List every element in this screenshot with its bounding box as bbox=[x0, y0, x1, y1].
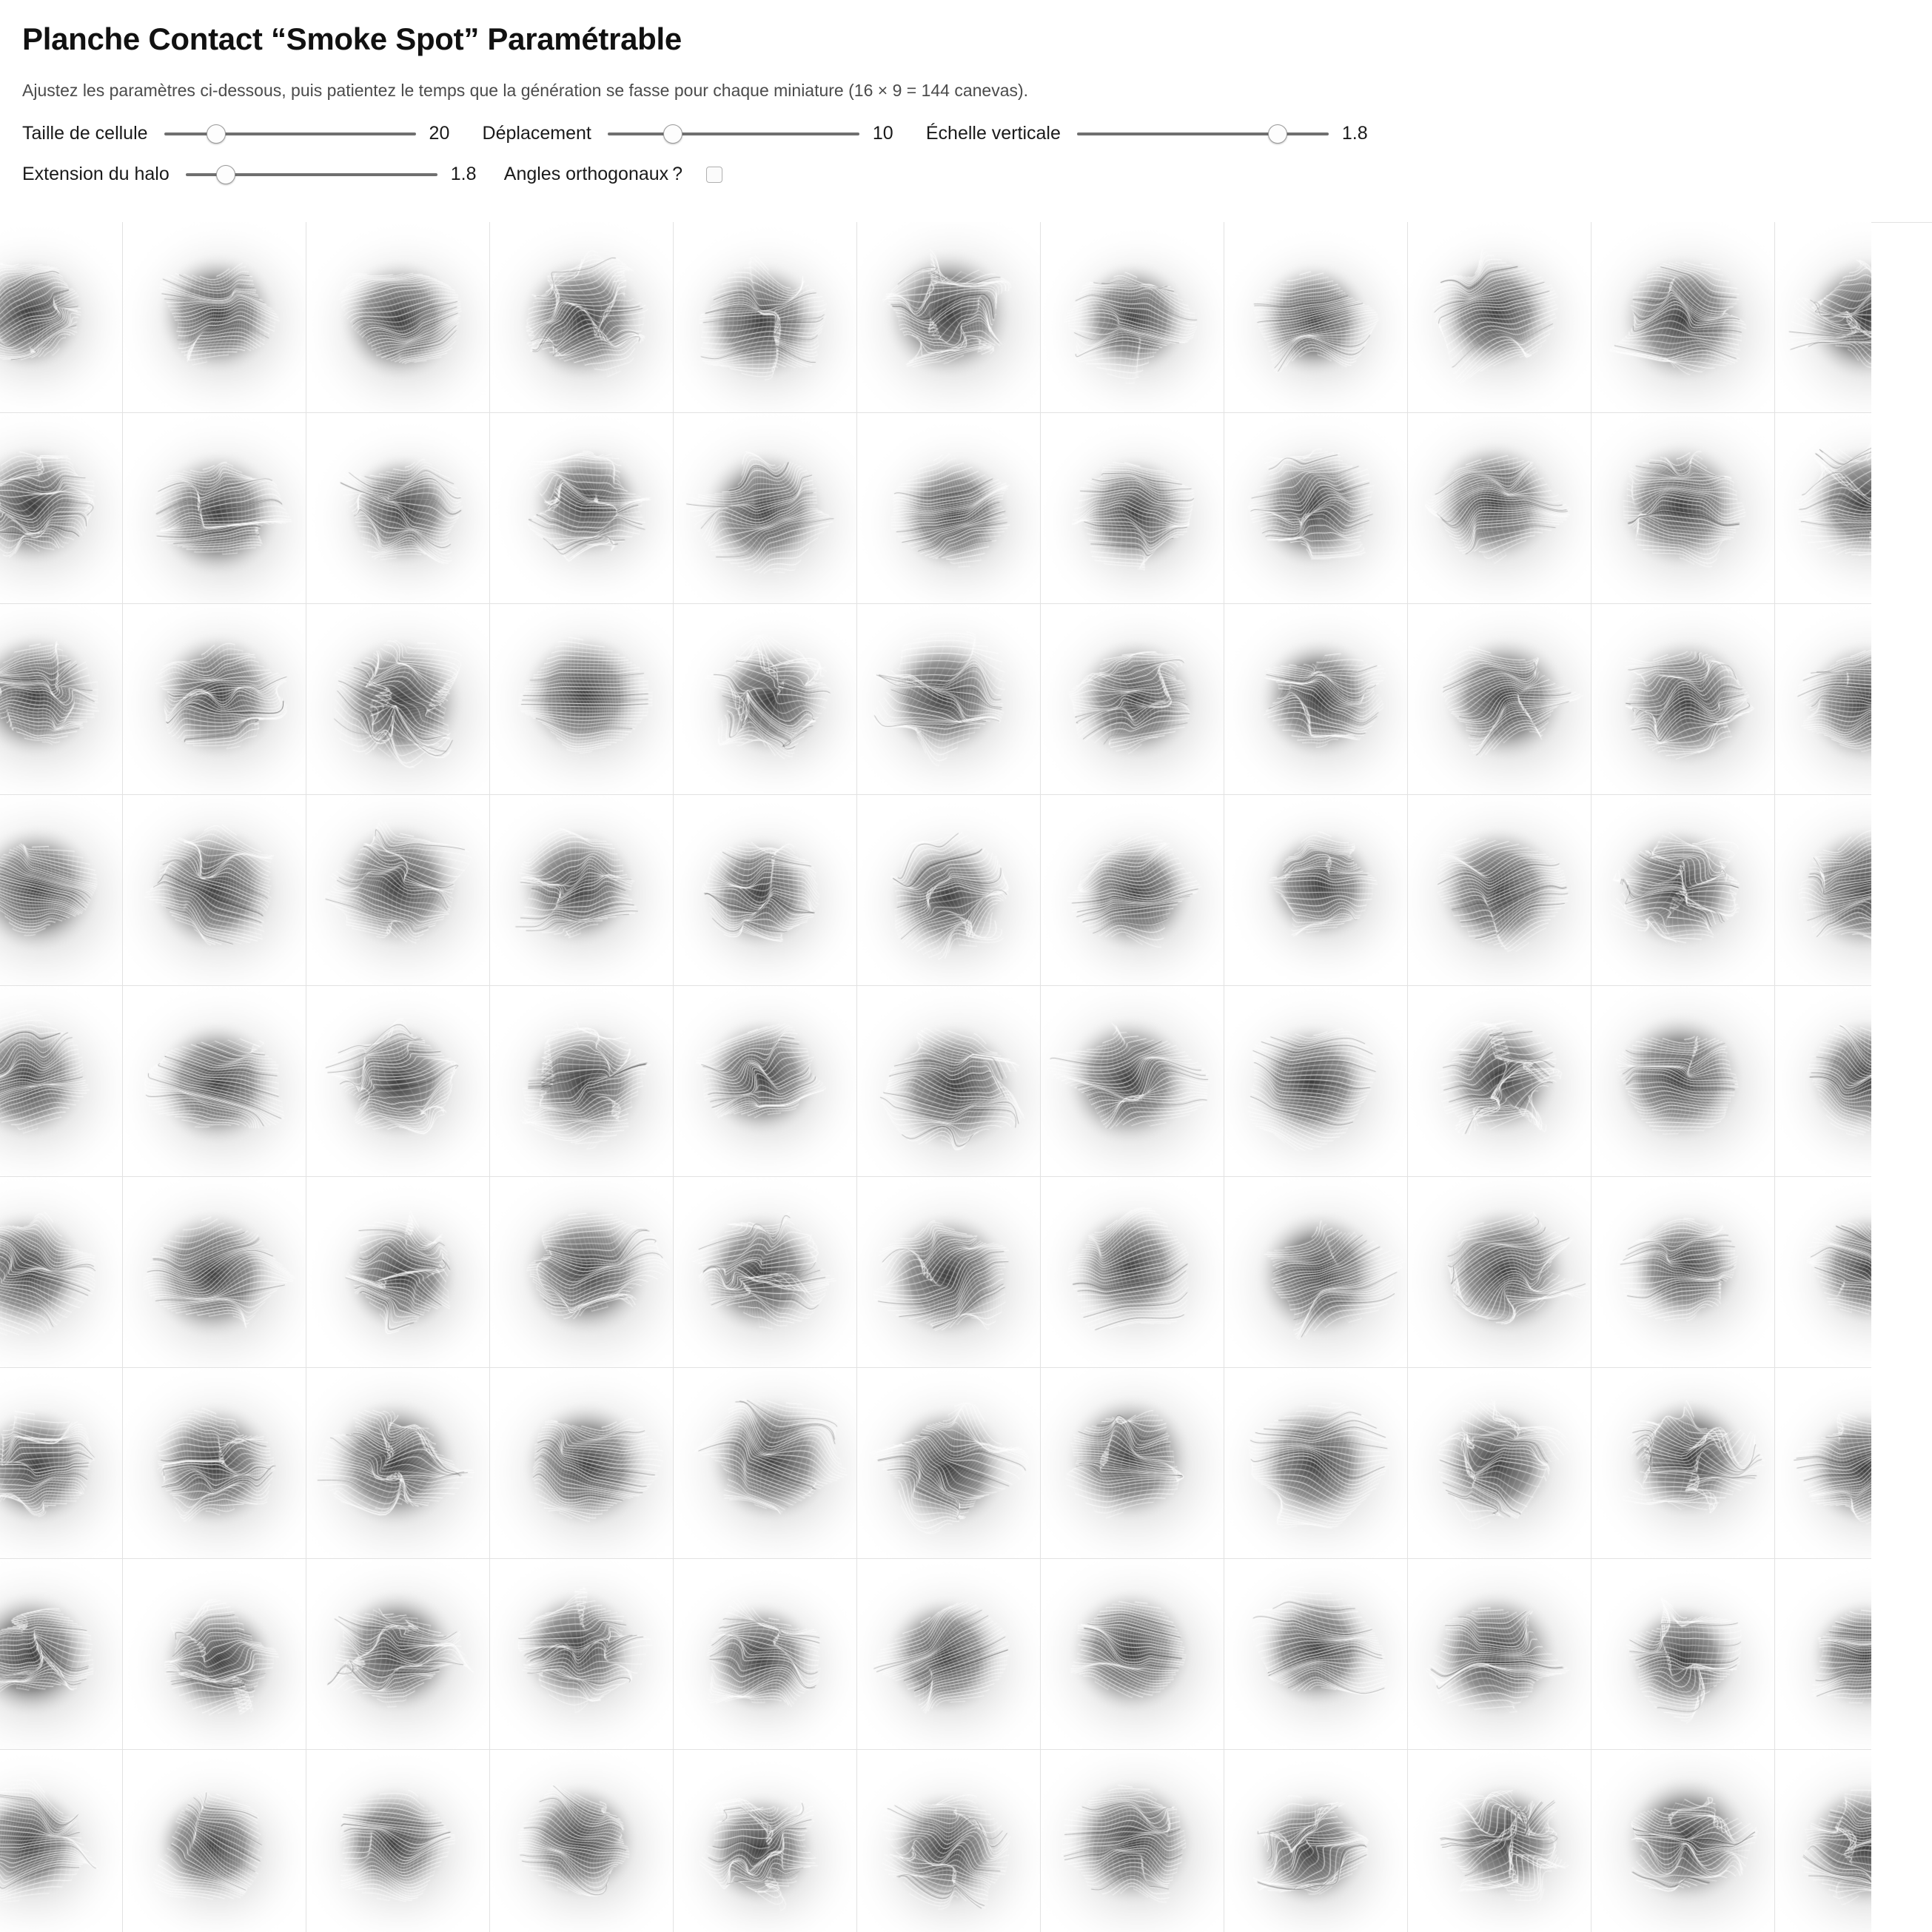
thumbnail-cell[interactable] bbox=[1041, 222, 1224, 413]
thumbnail-cell[interactable] bbox=[490, 1750, 674, 1932]
smoke-spot-canvas bbox=[1408, 1368, 1591, 1559]
smoke-spot-canvas bbox=[0, 986, 123, 1177]
thumbnail-cell[interactable] bbox=[857, 1368, 1041, 1559]
thumbnail-cell[interactable] bbox=[1408, 1368, 1591, 1559]
cell-size-label: Taille de cellule bbox=[22, 123, 148, 144]
slider-knob[interactable] bbox=[216, 165, 235, 184]
vertical-scale-value: 1.8 bbox=[1341, 123, 1368, 144]
smoke-spot-canvas bbox=[123, 222, 306, 413]
smoke-spot-canvas bbox=[1775, 413, 1871, 604]
smoke-spot-canvas bbox=[1041, 986, 1224, 1177]
smoke-spot-canvas bbox=[306, 1559, 490, 1750]
thumbnail-cell[interactable] bbox=[1775, 986, 1871, 1177]
smoke-spot-canvas bbox=[1224, 413, 1408, 604]
thumbnail-cell[interactable] bbox=[857, 795, 1041, 986]
cell-size-slider[interactable] bbox=[164, 124, 416, 144]
cell-size-value: 20 bbox=[429, 123, 450, 144]
smoke-spot-canvas bbox=[1041, 1368, 1224, 1559]
thumbnail-cell[interactable] bbox=[0, 795, 123, 986]
thumbnail-cell[interactable] bbox=[1775, 795, 1871, 986]
thumbnail-cell[interactable] bbox=[123, 1559, 306, 1750]
thumbnail-cell[interactable] bbox=[857, 1177, 1041, 1368]
thumbnail-cell[interactable] bbox=[0, 222, 123, 413]
smoke-spot-canvas bbox=[1224, 604, 1408, 795]
smoke-spot-canvas bbox=[306, 413, 490, 604]
smoke-spot-canvas bbox=[1775, 986, 1871, 1177]
smoke-spot-canvas bbox=[490, 1559, 674, 1750]
smoke-spot-canvas bbox=[1408, 1750, 1591, 1932]
smoke-spot-canvas bbox=[1408, 604, 1591, 795]
smoke-spot-canvas bbox=[1775, 1368, 1871, 1559]
thumbnail-cell[interactable] bbox=[674, 413, 857, 604]
thumbnail-cell[interactable] bbox=[0, 413, 123, 604]
thumbnail-cell[interactable] bbox=[123, 986, 306, 1177]
thumbnail-cell[interactable] bbox=[306, 1177, 490, 1368]
smoke-spot-canvas bbox=[857, 222, 1041, 413]
thumbnail-cell[interactable] bbox=[490, 1368, 674, 1559]
thumbnail-cell[interactable] bbox=[123, 413, 306, 604]
thumbnail-cell[interactable] bbox=[674, 1177, 857, 1368]
control-orthogonal-angles bbox=[504, 164, 722, 185]
thumbnail-cell[interactable] bbox=[1775, 413, 1871, 604]
smoke-spot-canvas bbox=[857, 795, 1041, 986]
thumbnail-cell[interactable] bbox=[1775, 1368, 1871, 1559]
halo-extension-value: 1.8 bbox=[450, 164, 477, 185]
smoke-spot-canvas bbox=[674, 604, 857, 795]
smoke-spot-canvas bbox=[1224, 1177, 1408, 1368]
thumbnail-cell[interactable] bbox=[490, 795, 674, 986]
smoke-spot-canvas bbox=[674, 986, 857, 1177]
smoke-spot-canvas bbox=[123, 1368, 306, 1559]
smoke-spot-canvas bbox=[0, 413, 123, 604]
smoke-spot-canvas bbox=[857, 604, 1041, 795]
thumbnail-cell[interactable] bbox=[306, 413, 490, 604]
thumbnail-cell[interactable] bbox=[1408, 795, 1591, 986]
thumbnail-cell[interactable] bbox=[1041, 604, 1224, 795]
smoke-spot-canvas bbox=[306, 604, 490, 795]
halo-extension-slider[interactable] bbox=[186, 165, 437, 184]
thumbnail-cell[interactable] bbox=[0, 604, 123, 795]
thumbnail-cell[interactable] bbox=[306, 604, 490, 795]
thumbnail-cell[interactable] bbox=[1224, 413, 1408, 604]
thumbnail-cell[interactable] bbox=[1591, 413, 1775, 604]
thumbnail-cell[interactable] bbox=[306, 1750, 490, 1932]
page-title: Planche Contact “Smoke Spot” Paramétrable bbox=[22, 21, 682, 56]
thumbnail-cell[interactable] bbox=[1408, 1177, 1591, 1368]
smoke-spot-canvas bbox=[1408, 1559, 1591, 1750]
thumbnail-cell[interactable] bbox=[123, 795, 306, 986]
smoke-spot-canvas bbox=[490, 1750, 674, 1932]
smoke-spot-canvas bbox=[1041, 604, 1224, 795]
smoke-spot-canvas bbox=[1224, 1559, 1408, 1750]
control-vertical-scale bbox=[926, 123, 1395, 144]
smoke-spot-canvas bbox=[306, 986, 490, 1177]
thumbnail-cell[interactable] bbox=[1041, 795, 1224, 986]
thumbnail-cell[interactable] bbox=[674, 986, 857, 1177]
smoke-spot-canvas bbox=[123, 604, 306, 795]
smoke-spot-canvas bbox=[1408, 986, 1591, 1177]
thumbnail-cell[interactable] bbox=[1775, 604, 1871, 795]
thumbnail-cell[interactable] bbox=[857, 986, 1041, 1177]
smoke-spot-canvas bbox=[1041, 413, 1224, 604]
halo-extension-label: Extension du halo bbox=[22, 164, 170, 185]
thumbnail-cell[interactable] bbox=[1224, 1368, 1408, 1559]
smoke-spot-canvas bbox=[674, 222, 857, 413]
thumbnail-cell[interactable] bbox=[1041, 1750, 1224, 1932]
thumbnail-cell[interactable] bbox=[857, 604, 1041, 795]
smoke-spot-canvas bbox=[857, 986, 1041, 1177]
smoke-spot-canvas bbox=[1591, 1750, 1775, 1932]
thumbnail-cell[interactable] bbox=[490, 604, 674, 795]
smoke-spot-canvas bbox=[857, 1559, 1041, 1750]
smoke-spot-canvas bbox=[1224, 795, 1408, 986]
thumbnail-cell[interactable] bbox=[1591, 1368, 1775, 1559]
thumbnail-cell[interactable] bbox=[490, 1177, 674, 1368]
thumbnail-cell[interactable] bbox=[674, 222, 857, 413]
smoke-spot-canvas bbox=[1224, 222, 1408, 413]
thumbnail-cell[interactable] bbox=[0, 986, 123, 1177]
thumbnail-cell[interactable] bbox=[1224, 1559, 1408, 1750]
displacement-slider[interactable] bbox=[608, 124, 859, 144]
vertical-scale-label: Échelle verticale bbox=[925, 123, 1061, 144]
smoke-spot-canvas bbox=[1408, 413, 1591, 604]
thumbnail-cell[interactable] bbox=[674, 795, 857, 986]
smoke-spot-canvas bbox=[1775, 1750, 1871, 1932]
controls-row-2 bbox=[22, 164, 1910, 185]
smoke-spot-canvas bbox=[1041, 1177, 1224, 1368]
thumbnail-grid bbox=[0, 222, 1871, 1932]
thumbnail-cell[interactable] bbox=[0, 1177, 123, 1368]
displacement-value: 10 bbox=[872, 123, 893, 144]
smoke-spot-canvas bbox=[1591, 1177, 1775, 1368]
smoke-spot-canvas bbox=[1591, 795, 1775, 986]
displacement-label: Déplacement bbox=[482, 123, 591, 144]
smoke-spot-canvas bbox=[306, 795, 490, 986]
thumbnail-cell[interactable] bbox=[1591, 1177, 1775, 1368]
smoke-spot-canvas bbox=[674, 1559, 857, 1750]
thumbnail-cell[interactable] bbox=[306, 222, 490, 413]
smoke-spot-canvas bbox=[0, 795, 123, 986]
smoke-spot-canvas bbox=[1775, 222, 1871, 413]
thumbnail-cell[interactable] bbox=[1775, 222, 1871, 413]
header bbox=[0, 0, 1932, 185]
smoke-spot-canvas bbox=[0, 1368, 123, 1559]
thumbnail-cell[interactable] bbox=[123, 1750, 306, 1932]
intro-text: Ajustez les paramètres ci-dessous, puis patientez le temps que la génération se fasse pour chaque miniature (16 × 9 = 144 canevas). bbox=[22, 81, 1029, 101]
smoke-spot-canvas bbox=[1775, 604, 1871, 795]
thumbnail-cell[interactable] bbox=[1224, 604, 1408, 795]
smoke-spot-canvas bbox=[490, 986, 674, 1177]
smoke-spot-canvas bbox=[306, 222, 490, 413]
thumbnail-cell[interactable] bbox=[1591, 795, 1775, 986]
thumbnail-cell[interactable] bbox=[306, 1559, 490, 1750]
slider-track bbox=[164, 133, 416, 135]
thumbnail-cell[interactable] bbox=[1224, 795, 1408, 986]
thumbnail-cell[interactable] bbox=[1041, 413, 1224, 604]
slider-track bbox=[1077, 133, 1329, 135]
thumbnail-cell[interactable] bbox=[1591, 604, 1775, 795]
thumbnail-cell[interactable] bbox=[1775, 1559, 1871, 1750]
thumbnail-cell[interactable] bbox=[306, 795, 490, 986]
thumbnail-cell[interactable] bbox=[0, 1368, 123, 1559]
thumbnail-cell[interactable] bbox=[1224, 986, 1408, 1177]
smoke-spot-canvas bbox=[123, 1559, 306, 1750]
smoke-spot-canvas bbox=[1408, 1177, 1591, 1368]
thumbnail-cell[interactable] bbox=[306, 986, 490, 1177]
thumbnail-cell[interactable] bbox=[1041, 1177, 1224, 1368]
thumbnail-cell[interactable] bbox=[857, 1559, 1041, 1750]
smoke-spot-canvas bbox=[857, 1368, 1041, 1559]
smoke-spot-canvas bbox=[306, 1368, 490, 1559]
thumbnail-cell[interactable] bbox=[1775, 1177, 1871, 1368]
thumbnail-cell[interactable] bbox=[1591, 1750, 1775, 1932]
control-displacement bbox=[483, 123, 926, 144]
thumbnail-cell[interactable] bbox=[1041, 1559, 1224, 1750]
thumbnail-cell[interactable] bbox=[490, 222, 674, 413]
smoke-spot-canvas bbox=[0, 1559, 123, 1750]
thumbnail-cell[interactable] bbox=[1591, 222, 1775, 413]
smoke-spot-canvas bbox=[1591, 604, 1775, 795]
smoke-spot-canvas bbox=[0, 604, 123, 795]
smoke-spot-canvas bbox=[0, 1750, 123, 1932]
thumbnail-cell[interactable] bbox=[1775, 1750, 1871, 1932]
smoke-spot-canvas bbox=[857, 1750, 1041, 1932]
thumbnail-cell[interactable] bbox=[1408, 1750, 1591, 1932]
thumbnail-cell[interactable] bbox=[123, 1368, 306, 1559]
controls-panel bbox=[22, 123, 1910, 185]
smoke-spot-canvas bbox=[857, 1177, 1041, 1368]
smoke-spot-canvas bbox=[1408, 795, 1591, 986]
smoke-spot-canvas bbox=[306, 1177, 490, 1368]
smoke-spot-canvas bbox=[490, 222, 674, 413]
thumbnail-cell[interactable] bbox=[490, 413, 674, 604]
thumbnail-cell[interactable] bbox=[306, 1368, 490, 1559]
controls-row-1 bbox=[22, 123, 1910, 144]
smoke-spot-canvas bbox=[0, 222, 123, 413]
thumbnail-cell[interactable] bbox=[674, 1368, 857, 1559]
smoke-spot-canvas bbox=[123, 1750, 306, 1932]
smoke-spot-canvas bbox=[490, 795, 674, 986]
vertical-scale-slider[interactable] bbox=[1077, 124, 1329, 144]
smoke-spot-canvas bbox=[674, 1750, 857, 1932]
smoke-spot-canvas bbox=[1224, 1750, 1408, 1932]
smoke-spot-canvas bbox=[1591, 1368, 1775, 1559]
thumbnail-cell[interactable] bbox=[0, 1750, 123, 1932]
smoke-spot-canvas bbox=[674, 1368, 857, 1559]
thumbnail-cell[interactable] bbox=[674, 1750, 857, 1932]
thumbnail-cell[interactable] bbox=[857, 413, 1041, 604]
thumbnail-cell[interactable] bbox=[1408, 413, 1591, 604]
control-halo-extension bbox=[22, 164, 504, 185]
thumbnail-cell[interactable] bbox=[674, 604, 857, 795]
smoke-spot-canvas bbox=[1775, 1559, 1871, 1750]
thumbnail-cell[interactable] bbox=[123, 604, 306, 795]
thumbnail-cell[interactable] bbox=[1591, 1559, 1775, 1750]
thumbnail-cell[interactable] bbox=[123, 222, 306, 413]
thumbnail-cell[interactable] bbox=[1408, 986, 1591, 1177]
thumbnail-cell[interactable] bbox=[1224, 1750, 1408, 1932]
thumbnail-cell[interactable] bbox=[1041, 1368, 1224, 1559]
smoke-spot-canvas bbox=[674, 795, 857, 986]
smoke-spot-canvas bbox=[1591, 986, 1775, 1177]
orthogonal-angles-label: Angles orthogonaux ? bbox=[503, 164, 683, 185]
smoke-spot-canvas bbox=[674, 1177, 857, 1368]
thumbnail-cell[interactable] bbox=[490, 986, 674, 1177]
smoke-spot-canvas bbox=[490, 1368, 674, 1559]
smoke-spot-canvas bbox=[1591, 222, 1775, 413]
smoke-spot-canvas bbox=[1408, 222, 1591, 413]
thumbnail-cell[interactable] bbox=[1224, 222, 1408, 413]
smoke-spot-canvas bbox=[1041, 795, 1224, 986]
thumbnail-cell[interactable] bbox=[1408, 604, 1591, 795]
thumbnail-cell[interactable] bbox=[1408, 222, 1591, 413]
thumbnail-cell[interactable] bbox=[674, 1559, 857, 1750]
slider-knob[interactable] bbox=[207, 124, 226, 144]
smoke-spot-canvas bbox=[1591, 413, 1775, 604]
thumbnail-cell[interactable] bbox=[490, 1559, 674, 1750]
smoke-spot-canvas bbox=[1775, 795, 1871, 986]
smoke-spot-canvas bbox=[490, 604, 674, 795]
smoke-spot-canvas bbox=[1224, 1368, 1408, 1559]
thumbnail-cell[interactable] bbox=[1224, 1177, 1408, 1368]
smoke-spot-canvas bbox=[123, 795, 306, 986]
smoke-spot-canvas bbox=[1041, 1750, 1224, 1932]
smoke-spot-canvas bbox=[1041, 1559, 1224, 1750]
smoke-spot-canvas bbox=[123, 986, 306, 1177]
smoke-spot-canvas bbox=[1591, 1559, 1775, 1750]
smoke-spot-canvas bbox=[674, 413, 857, 604]
orthogonal-angles-checkbox[interactable] bbox=[706, 167, 722, 183]
smoke-spot-canvas bbox=[0, 1177, 123, 1368]
thumbnail-cell[interactable] bbox=[857, 1750, 1041, 1932]
thumbnail-cell[interactable] bbox=[1408, 1559, 1591, 1750]
thumbnail-cell[interactable] bbox=[1041, 986, 1224, 1177]
thumbnail-cell[interactable] bbox=[123, 1177, 306, 1368]
smoke-spot-canvas bbox=[306, 1750, 490, 1932]
smoke-spot-canvas bbox=[490, 413, 674, 604]
smoke-spot-canvas bbox=[1775, 1177, 1871, 1368]
thumbnail-cell[interactable] bbox=[857, 222, 1041, 413]
smoke-spot-canvas bbox=[1224, 986, 1408, 1177]
smoke-spot-canvas bbox=[123, 1177, 306, 1368]
slider-track bbox=[608, 133, 859, 135]
smoke-spot-canvas bbox=[1041, 222, 1224, 413]
smoke-spot-canvas bbox=[123, 413, 306, 604]
smoke-spot-canvas bbox=[857, 413, 1041, 604]
slider-knob[interactable] bbox=[1268, 124, 1287, 144]
control-cell-size bbox=[22, 123, 483, 144]
thumbnail-cell[interactable] bbox=[0, 1559, 123, 1750]
smoke-spot-canvas bbox=[490, 1177, 674, 1368]
slider-knob[interactable] bbox=[663, 124, 682, 144]
thumbnail-cell[interactable] bbox=[1591, 986, 1775, 1177]
